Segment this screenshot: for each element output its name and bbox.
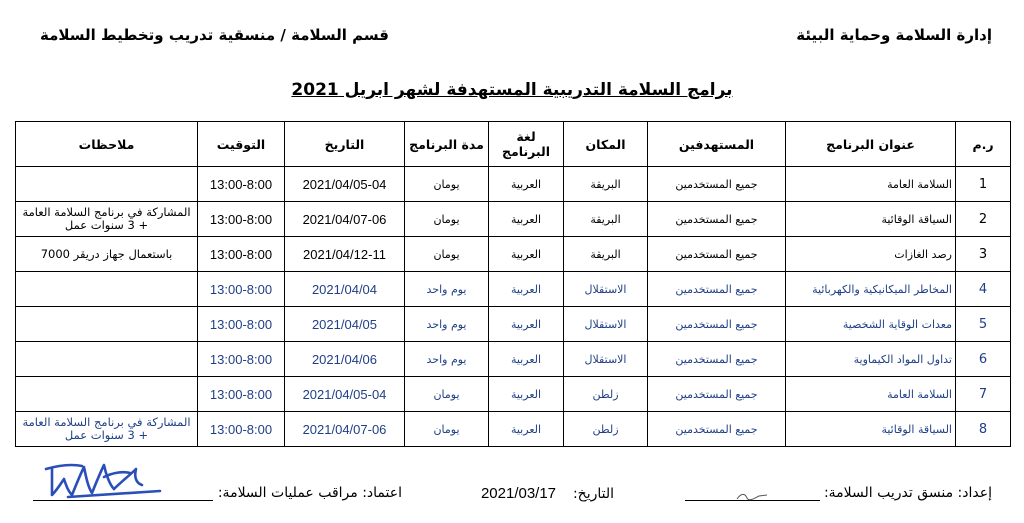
target-audience: جميع المستخدمين xyxy=(648,377,786,412)
target-audience: جميع المستخدمين xyxy=(648,202,786,237)
date: 2021/04/05-04 xyxy=(285,167,405,202)
prepared-by xyxy=(685,485,993,501)
table-header-row xyxy=(16,122,1011,167)
row-number: 1 xyxy=(956,167,1011,202)
language: العربية xyxy=(489,342,564,377)
initial-mark-icon xyxy=(733,490,773,504)
row-number: 7 xyxy=(956,377,1011,412)
location: زلطن xyxy=(564,412,648,447)
table-row xyxy=(16,412,1011,447)
table-row xyxy=(16,377,1011,412)
date: 2021/04/12-11 xyxy=(285,237,405,272)
column-header: مدة البرنامج xyxy=(405,122,489,167)
duration: يوم واحد xyxy=(405,272,489,307)
table-row xyxy=(16,342,1011,377)
duration: يومان xyxy=(405,167,489,202)
date: 2021/04/07-06 xyxy=(285,202,405,237)
column-header: المكان xyxy=(564,122,648,167)
target-audience: جميع المستخدمين xyxy=(648,167,786,202)
column-header: عنوان البرنامج xyxy=(786,122,956,167)
notes xyxy=(16,272,198,307)
program-name: السياقة الوقائية xyxy=(786,412,956,447)
program-name: رصد الغازات xyxy=(786,237,956,272)
location: البريقة xyxy=(564,202,648,237)
time: 13:00-8:00 xyxy=(198,202,285,237)
program-name: المخاطر الميكانيكية والكهربائية xyxy=(786,272,956,307)
duration: يوم واحد xyxy=(405,307,489,342)
notes: المشاركة في برنامج السلامة العامة + 3 سنوات عمل xyxy=(16,202,198,237)
duration: يومان xyxy=(405,377,489,412)
duration: يوم واحد xyxy=(405,342,489,377)
language: العربية xyxy=(489,237,564,272)
target-audience: جميع المستخدمين xyxy=(648,272,786,307)
column-header: لغة البرنامج xyxy=(489,122,564,167)
row-number: 2 xyxy=(956,202,1011,237)
location: البريقة xyxy=(564,237,648,272)
row-number: 8 xyxy=(956,412,1011,447)
notes xyxy=(16,342,198,377)
language: العربية xyxy=(489,202,564,237)
date: 2021/04/07-06 xyxy=(285,412,405,447)
duration: يومان xyxy=(405,412,489,447)
language: العربية xyxy=(489,377,564,412)
column-header: التاريخ xyxy=(285,122,405,167)
department-title: إدارة السلامة وحماية البيئة xyxy=(796,26,992,44)
time: 13:00-8:00 xyxy=(198,237,285,272)
notes xyxy=(16,307,198,342)
duration: يومان xyxy=(405,202,489,237)
time: 13:00-8:00 xyxy=(198,167,285,202)
column-header: ملاحظات xyxy=(16,122,198,167)
location: الاستقلال xyxy=(564,272,648,307)
row-number: 4 xyxy=(956,272,1011,307)
location: البريقة xyxy=(564,167,648,202)
language: العربية xyxy=(489,412,564,447)
table-row xyxy=(16,272,1011,307)
programs-table xyxy=(15,121,1011,447)
row-number: 6 xyxy=(956,342,1011,377)
language: العربية xyxy=(489,272,564,307)
duration: يومان xyxy=(405,237,489,272)
row-number: 5 xyxy=(956,307,1011,342)
date: 2021/04/06 xyxy=(285,342,405,377)
row-number: 3 xyxy=(956,237,1011,272)
time: 13:00-8:00 xyxy=(198,272,285,307)
notes: المشاركة في برنامج السلامة العامة + 3 سنوات عمل xyxy=(16,412,198,447)
program-name: تداول المواد الكيماوية xyxy=(786,342,956,377)
section-title: قسم السلامة / منسقية تدريب وتخطيط السلامة xyxy=(40,26,389,44)
date: 2021/04/05-04 xyxy=(285,377,405,412)
language: العربية xyxy=(489,167,564,202)
time: 13:00-8:00 xyxy=(198,342,285,377)
target-audience: جميع المستخدمين xyxy=(648,412,786,447)
table-row xyxy=(16,307,1011,342)
document-date xyxy=(481,485,614,502)
date: 2021/04/05 xyxy=(285,307,405,342)
table-row xyxy=(16,202,1011,237)
document-title: برامج السلامة التدريبية المستهدفة لشهر ابريل 2021 xyxy=(291,80,733,100)
program-name: معدات الوقاية الشخصية xyxy=(786,307,956,342)
column-header: ر.م xyxy=(956,122,1011,167)
table-row xyxy=(16,167,1011,202)
location: زلطن xyxy=(564,377,648,412)
table-row xyxy=(16,237,1011,272)
time: 13:00-8:00 xyxy=(198,377,285,412)
location: الاستقلال xyxy=(564,342,648,377)
language: العربية xyxy=(489,307,564,342)
approval-label: اعتماد: مراقب عمليات السلامة: xyxy=(217,485,402,501)
date-value: 2021/03/17 xyxy=(480,485,557,502)
column-header: المستهدفين xyxy=(648,122,786,167)
date-label: التاريخ: xyxy=(572,486,614,502)
target-audience: جميع المستخدمين xyxy=(648,342,786,377)
signature-icon xyxy=(38,455,168,501)
notes xyxy=(16,377,198,412)
target-audience: جميع المستخدمين xyxy=(648,307,786,342)
location: الاستقلال xyxy=(564,307,648,342)
time: 13:00-8:00 xyxy=(198,307,285,342)
notes: باستعمال جهاز دريقر 7000 xyxy=(16,237,198,272)
notes xyxy=(16,167,198,202)
time: 13:00-8:00 xyxy=(198,412,285,447)
program-name: السلامة العامة xyxy=(786,167,956,202)
date: 2021/04/04 xyxy=(285,272,405,307)
column-header: التوقيت xyxy=(198,122,285,167)
program-name: السياقة الوقائية xyxy=(786,202,956,237)
target-audience: جميع المستخدمين xyxy=(648,237,786,272)
prepared-label: إعداد: منسق تدريب السلامة: xyxy=(823,485,992,501)
program-name: السلامة العامة xyxy=(786,377,956,412)
